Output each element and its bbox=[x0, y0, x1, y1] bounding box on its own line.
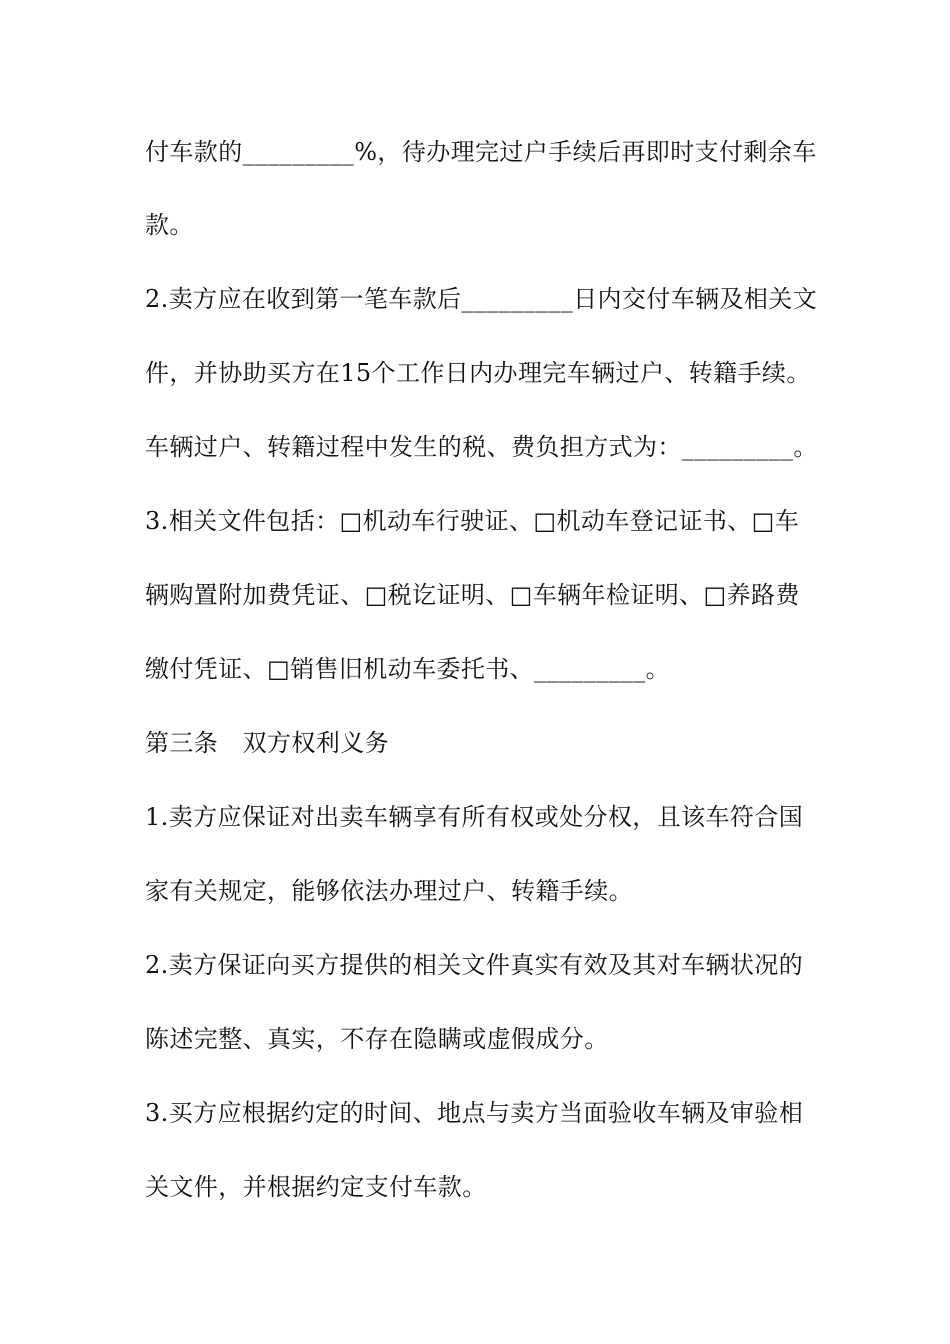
text-line-clause-2-delivery: 2.卖方应在收到第一笔车款后_________日内交付车辆及相关文 bbox=[145, 285, 818, 313]
text-line-clause-3-documents: 3.相关文件包括：□机动车行驶证、□机动车登记证书、□车 bbox=[145, 507, 800, 535]
text-line-buyer-payment: 关文件，并根据约定支付车款。 bbox=[145, 1173, 487, 1201]
text-line-seller-documents-end: 陈述完整、真实，不存在隐瞒或虚假成分。 bbox=[145, 1025, 609, 1053]
text-line-documents-continued: 辆购置附加费凭证、□税讫证明、□车辆年检证明、□养路费 bbox=[145, 581, 800, 609]
text-line-transfer-procedure: 件，并协助买方在15个工作日内办理完车辆过户、转籍手续。 bbox=[145, 359, 811, 387]
text-line-payment-end: 款。 bbox=[145, 211, 194, 239]
text-line-seller-ownership: 1.卖方应保证对出卖车辆享有所有权或处分权，且该车符合国 bbox=[145, 803, 804, 831]
text-line-documents-end: 缴付凭证、□销售旧机动车委托书、_________。 bbox=[145, 655, 671, 683]
text-line-seller-ownership-end: 家有关规定，能够依法办理过户、转籍手续。 bbox=[145, 877, 633, 905]
section-heading-article-3: 第三条 双方权利义务 bbox=[145, 729, 389, 757]
text-line-buyer-inspection: 3.买方应根据约定的时间、地点与卖方当面验收车辆及审验相 bbox=[145, 1099, 804, 1127]
text-line-payment-percentage: 付车款的_________%，待办理完过户手续后再即时支付剩余车 bbox=[145, 138, 817, 166]
text-line-tax-fee-burden: 车辆过户、转籍过程中发生的税、费负担方式为：_________。 bbox=[145, 433, 818, 461]
text-line-seller-documents: 2.卖方保证向买方提供的相关文件真实有效及其对车辆状况的 bbox=[145, 951, 804, 979]
